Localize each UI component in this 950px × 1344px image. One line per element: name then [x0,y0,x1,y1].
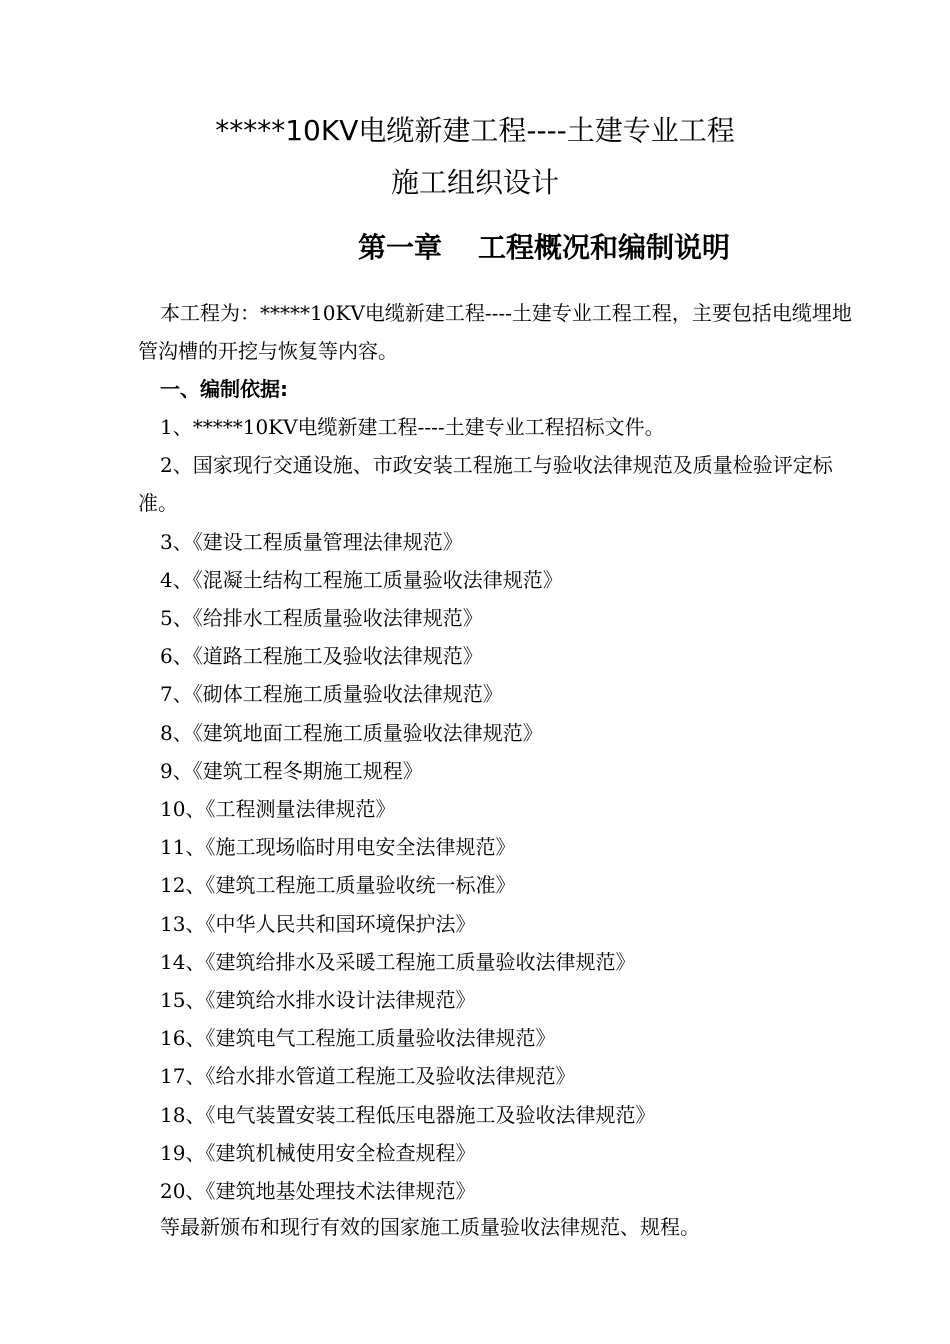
document-title: *****10KV电缆新建工程----土建专业工程 [215,114,735,147]
list-item: 18、《电气装置安装工程低压电器施工及验收法律规范》 [160,1102,656,1127]
list-item: 4、《混凝土结构工程施工质量验收法律规范》 [160,567,563,592]
closing-paragraph: 等最新颁布和现行有效的国家施工质量验收法律规范、规程。 [160,1215,700,1239]
list-item: 15、《建筑给水排水设计法律规范》 [160,988,476,1013]
chapter-number: 第一章 [357,231,442,264]
list-item: 5、《给排水工程质量验收法律规范》 [160,606,483,631]
list-item: 2、国家现行交通设施、市政安装工程施工与验收法律规范及质量检验评定标准。 [138,453,833,516]
chapter-heading [0,230,950,266]
intro-paragraph: 本工程为：*****10KV电缆新建工程----土建专业工程工程，主要包括电缆埋地管沟槽的开挖与恢复等内容。 [138,301,852,363]
list-item: 14、《建筑给排水及采暖工程施工质量验收法律规范》 [160,949,636,974]
list-item: 17、《给水排水管道工程施工及验收法律规范》 [160,1064,576,1089]
section-heading: 一、编制依据: [160,377,288,401]
list-item: 11、《施工现场临时用电安全法律规范》 [160,835,516,860]
list-item: 1、*****10KV电缆新建工程----土建专业工程招标文件。 [160,415,665,439]
list-item: 19、《建筑机械使用安全检查规程》 [160,1140,476,1165]
list-item: 8、《建筑地面工程施工质量验收法律规范》 [160,720,543,745]
list-item: 3、《建设工程质量管理法律规范》 [160,529,463,554]
list-item: 12、《建筑工程施工质量验收统一标准》 [160,873,516,898]
basis-list [138,408,862,1210]
document-subtitle: 施工组织设计 [390,166,559,199]
list-item: 13、《中华人民共和国环境保护法》 [160,911,476,936]
list-item: 9、《建筑工程冬期施工规程》 [160,758,423,783]
list-item: 20、《建筑地基处理技术法律规范》 [160,1179,476,1204]
list-item: 6、《道路工程施工及验收法律规范》 [160,644,483,669]
chapter-title: 工程概况和编制说明 [478,231,731,264]
list-item: 10、《工程测量法律规范》 [160,797,396,822]
list-item: 7、《砌体工程施工质量验收法律规范》 [160,682,503,707]
list-item: 16、《建筑电气工程施工质量验收法律规范》 [160,1026,556,1051]
